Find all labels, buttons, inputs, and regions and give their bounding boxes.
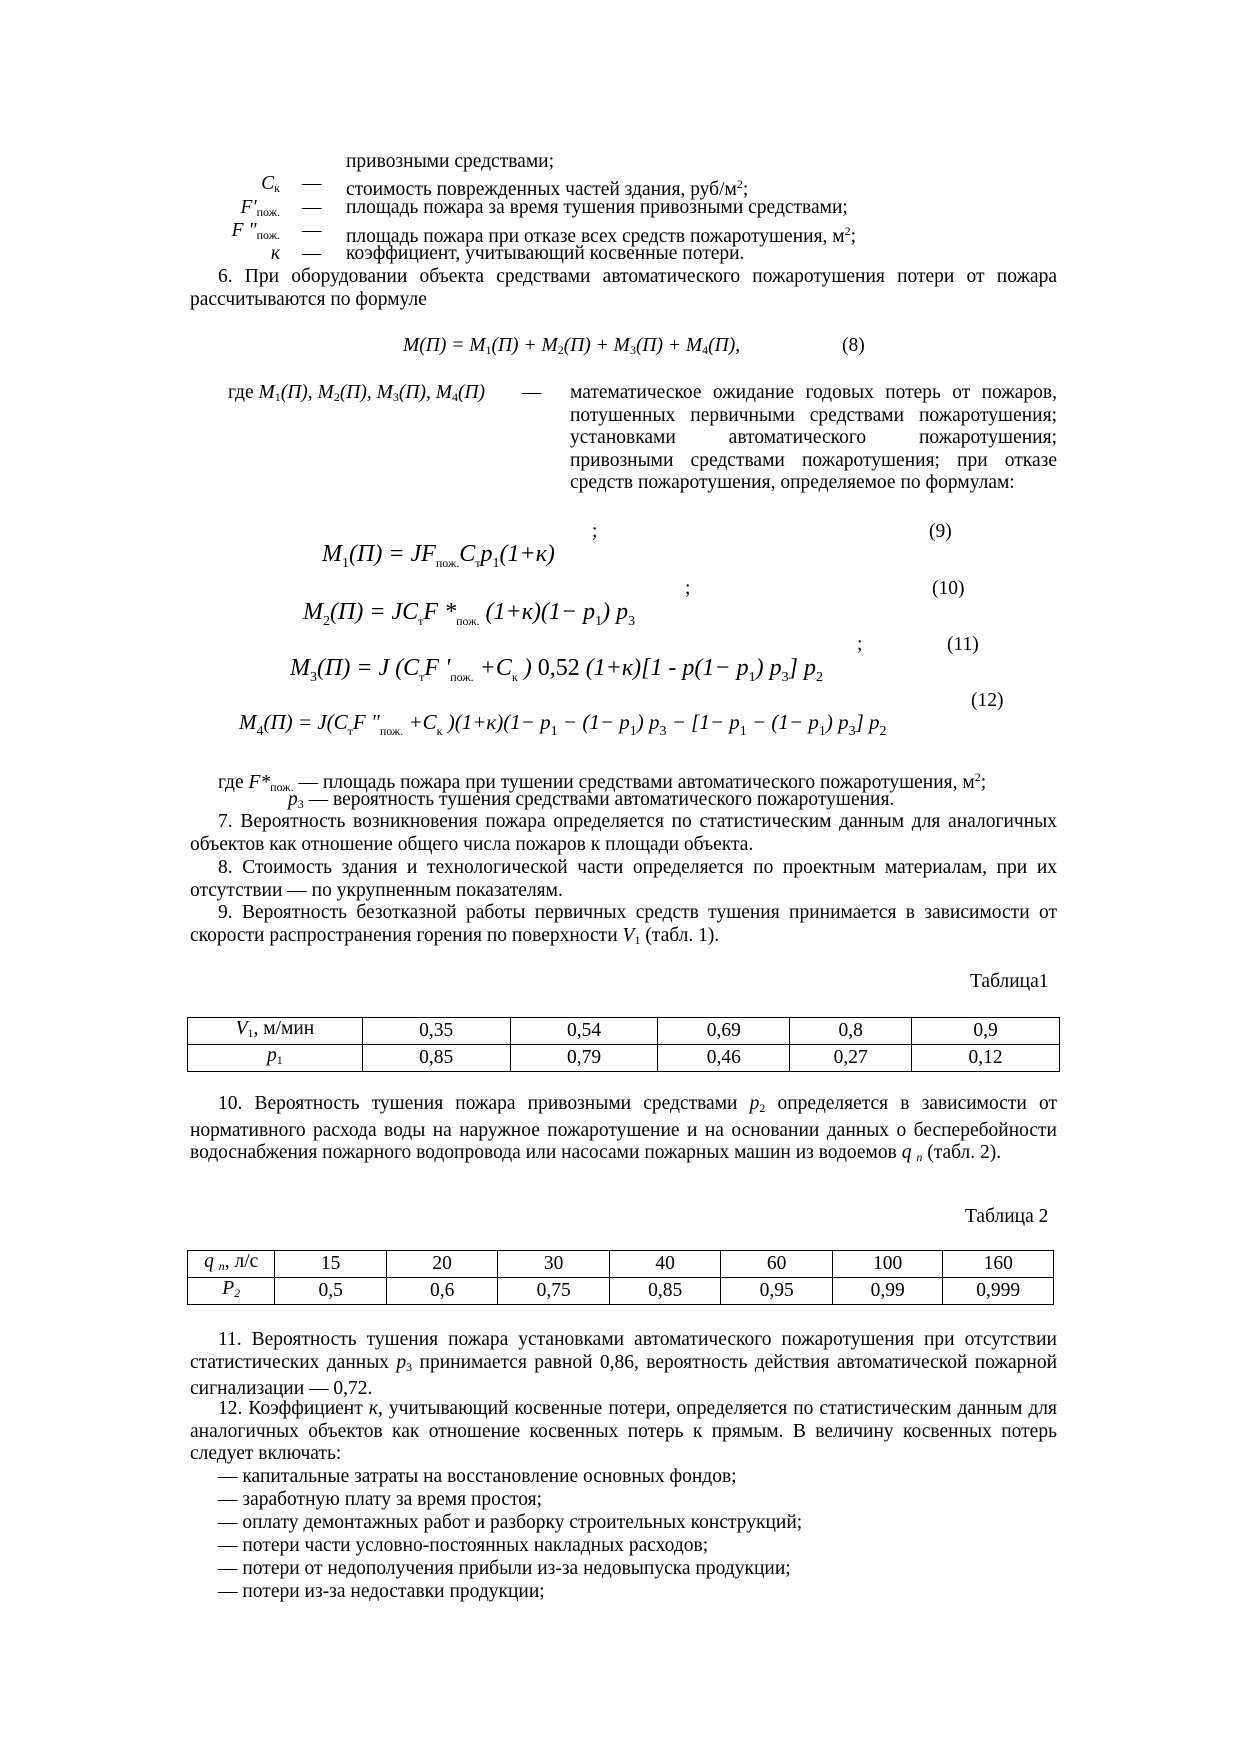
table-row	[188, 1045, 1060, 1072]
equation-8: $M(П) = M_1(П) + M_2(П) + M_3(П) + M_4(П)$,	[403, 335, 741, 357]
paragraph-6: 6. При оборудовании объекта средствами автоматического пожаротушения потери от пожара рассчитываются по формуле	[190, 266, 1057, 310]
list-item: — капитальные затраты на восстановление основных фондов;	[218, 1466, 737, 1487]
formula-12-number: (12)	[971, 690, 1004, 711]
table-cell: 0,27	[790, 1045, 912, 1072]
table-header-cell: $p_1$	[188, 1045, 363, 1072]
legend-symbol-k: к	[270, 243, 280, 264]
where-symbols: где $M_1(П)$, $M_2(П)$, $M_3(П)$, $M_4(П)$	[228, 382, 486, 404]
where-description: математическое ожидание годовых потерь от пожаров, потушенных первичными средствами пожаротушения; установками автоматического пожаротушения; привозными средствами пожаротушения; при отказе средств пожаротушения, определяемое по формулам:	[570, 382, 1057, 493]
table-row	[188, 1018, 1060, 1045]
legend-continuation: привозными средствами;	[346, 151, 555, 172]
table-cell: 0,5	[275, 1278, 387, 1305]
formula-9: $M_1(П) = JF_{пож.}C_тp_1(1+к)$	[322, 541, 555, 571]
paragraph-9: 9. Вероятность безотказной работы первичных средств тушения принимается в зависимости от скорости распространения горения по поверхности $V_1$ (табл. 1).	[190, 902, 1057, 947]
table-cell: 0,99	[832, 1278, 943, 1305]
table-cell: 0,85	[609, 1278, 721, 1305]
table1-caption: Таблица1	[970, 971, 1049, 992]
table-cell: 0,95	[721, 1278, 833, 1305]
legend-symbol-f-double-prime: F "$_{пож.}$	[231, 220, 280, 242]
list-item: — заработную плату за время простоя;	[218, 1489, 543, 1510]
formula-9-semicolon: ;	[592, 521, 598, 542]
formula-10-number: (10)	[932, 578, 965, 599]
table-cell: 0,999	[943, 1278, 1054, 1305]
formula-11-number: (11)	[947, 634, 979, 655]
legend-dash: —	[302, 197, 322, 218]
paragraph-11: 11. Вероятность тушения пожара установками автоматического пожаротушения при отсутствии статистических данных $p_3$ принимается равной 0,86, вероятность действия автоматической пожарной сигнализации — 0,72.	[190, 1329, 1058, 1399]
legend-text-k: коэффициент, учитывающий косвенные потери.	[346, 243, 745, 264]
table-cell: 0,9	[912, 1018, 1060, 1045]
table-cell: 30	[498, 1251, 610, 1278]
table-header-cell: q $_n$, л/с	[188, 1251, 275, 1278]
table-cell: 0,12	[912, 1045, 1060, 1072]
paragraph-10: 10. Вероятность тушения пожара привозными средствами $p_2$ определяется в зависимости от нормативного расхода воды на наружное пожаротушение и на основании данных о бесперебойности водоснабжения пожарного водопровода или насосами пожарных машин из водоемов q $_n$ (табл. 2).	[190, 1093, 1058, 1164]
table-cell: 60	[721, 1251, 833, 1278]
table-cell: 0,54	[510, 1018, 658, 1045]
table-header-cell: $V_1$, м/мин	[188, 1018, 363, 1045]
table-2	[187, 1250, 1054, 1305]
table-cell: 0,69	[658, 1018, 790, 1045]
formula-9-number: (9)	[929, 521, 952, 542]
table-cell: 0,8	[790, 1018, 912, 1045]
paragraph-12: 12. Коэффициент к, учитывающий косвенные потери, определяется по статистическим данным для аналогичных объектов как отношение косвенных потерь к прямым. В величину косвенных потерь следует включать:	[190, 1398, 1057, 1464]
equation-8-number: (8)	[842, 335, 865, 356]
formula-11-semicolon: ;	[857, 634, 863, 655]
table-cell: 20	[386, 1251, 498, 1278]
table-1	[187, 1017, 1060, 1072]
paragraph-7: 7. Вероятность возникновения пожара определяется по статистическим данным для аналогичных объектов как отношение общего числа пожаров к площади объекта.	[190, 811, 1057, 855]
table-cell: 0,35	[362, 1018, 510, 1045]
legend-symbol-ck: $C_к$	[261, 173, 280, 195]
where-dash: —	[522, 382, 542, 403]
table-row	[188, 1278, 1054, 1305]
legend-dash: —	[302, 173, 322, 194]
formula-10-semicolon: ;	[685, 578, 691, 599]
legend-text-f-double-prime: площадь пожара при отказе всех средств пожаротушения, $м^2$;	[346, 224, 857, 247]
paragraph-8: 8. Стоимость здания и технологической части определяется по проектным материалам, при их отсутствии — по укрупненным показателям.	[190, 857, 1057, 901]
table-header-cell: $P_2$	[188, 1278, 275, 1305]
table-cell: 0,75	[498, 1278, 610, 1305]
table2-caption: Таблица 2	[965, 1206, 1049, 1227]
legend-dash: —	[302, 220, 322, 241]
legend-text-f-prime: площадь пожара за время тушения привозными средствами;	[346, 197, 848, 218]
table-cell: 0,79	[510, 1045, 658, 1072]
table-cell: 100	[832, 1251, 943, 1278]
formula-10: $M_2(П) = JC_тF$ $*_{пож.}$ $(1+к)(1- p_1)$ $p_3$	[303, 599, 636, 629]
table-cell: 160	[943, 1251, 1054, 1278]
list-item: — потери от недополучения прибыли из-за недовыпуска продукции;	[218, 1558, 791, 1579]
table-row	[188, 1251, 1054, 1278]
table-cell: 0,85	[362, 1045, 510, 1072]
legend-text-ck: стоимость поврежденных частей здания, руб/$м^2$;	[346, 177, 749, 200]
list-item: — потери части условно-постоянных накладных расходов;	[218, 1535, 709, 1556]
table-cell: 40	[609, 1251, 721, 1278]
table-cell: 0,6	[386, 1278, 498, 1305]
list-item: — потери из-за недоставки продукции;	[218, 1581, 545, 1602]
list-item: — оплату демонтажных работ и разборку строительных конструкций;	[218, 1512, 803, 1533]
note-f-star: где $F*_{пож.}$ — площадь пожара при тушении средствами автоматического пожаротушения, $м^2$;	[218, 770, 987, 794]
note-p3: $p_3$ — вероятность тушения средствами автоматического пожаротушения.	[288, 789, 895, 811]
table-cell: 15	[275, 1251, 387, 1278]
table-cell: 0,46	[658, 1045, 790, 1072]
legend-symbol-f-prime: $F'_{пож.}$	[240, 197, 280, 219]
formula-12: $M_4(П) = J(C_тF$ "$_{пож.} +C_к$ )$(1+к)(1- p_1 - (1- p_1) p_3 - [1- p_1 - (1- p_1)$ $p_3$] $p_2$	[239, 710, 887, 739]
formula-11: $M_3(П) = J$ ($C_тF$ '$_{пож.} +C_к$ ) 0,52 $(1+к)[1 - p(1- p_1)$ $p_3$] $p_2$	[290, 655, 823, 685]
legend-dash: —	[302, 243, 322, 264]
